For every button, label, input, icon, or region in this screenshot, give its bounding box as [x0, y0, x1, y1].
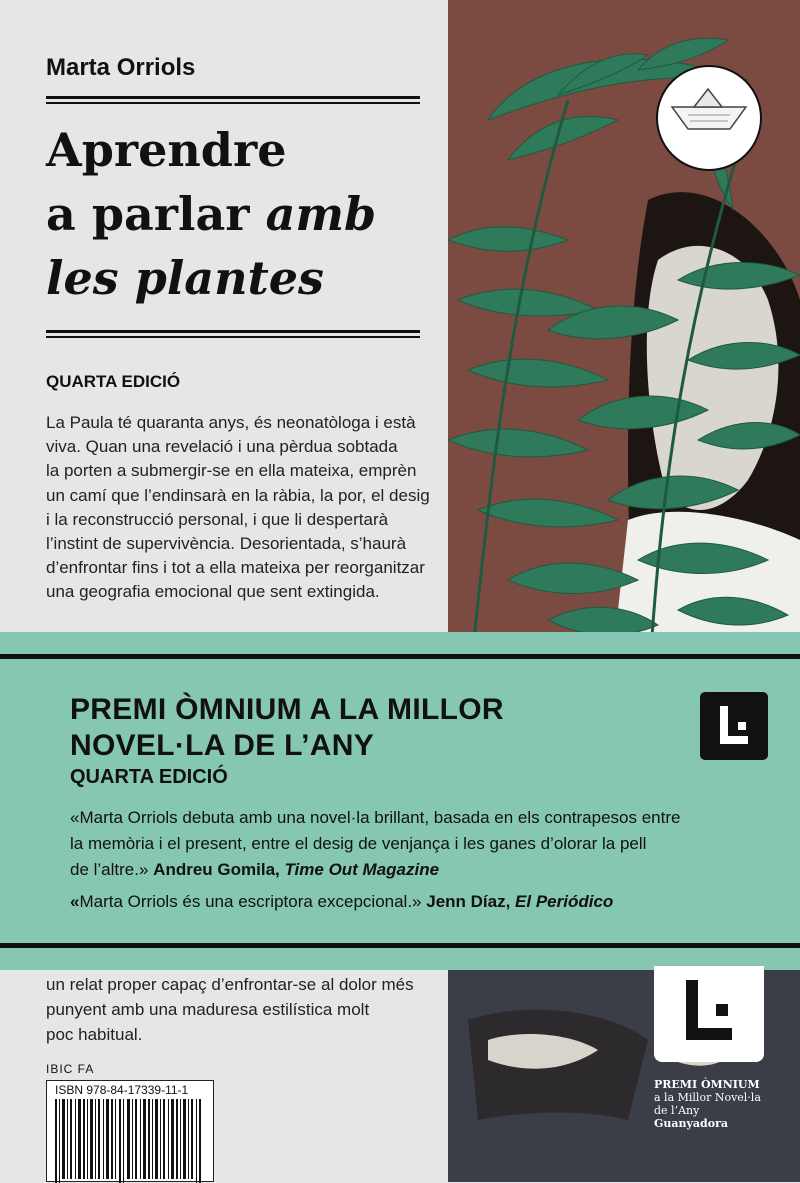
prize-badge-text — [654, 1078, 761, 1130]
title-line-3-italic: les plantes — [46, 251, 324, 305]
double-rule-top — [46, 96, 420, 104]
title-line-2-plain: a parlar — [46, 187, 266, 241]
band-rule-top — [0, 654, 800, 659]
title-line-2-italic: amb — [265, 187, 377, 241]
quote-line: la memòria i el present, entre el desig de venjança i les ganes d’olorar la pell — [70, 834, 647, 853]
paper-boat-icon — [658, 67, 760, 169]
publisher-seal-icon — [656, 65, 762, 171]
isbn-barcode-box — [46, 1080, 214, 1182]
prize-badge-line: a la Millor Novel·la — [654, 1091, 761, 1104]
synopsis-line: l’instint de supervivència. Desorientada, s’haurà — [46, 534, 407, 554]
prize-badge-line: de l’Any — [654, 1104, 700, 1117]
quote-author: Andreu Gomila, — [153, 860, 285, 879]
edition-label: QUARTA EDICIÓ — [46, 372, 181, 391]
l-dot-icon — [700, 692, 768, 760]
book-title — [46, 118, 446, 310]
band-rule-bottom — [0, 943, 800, 948]
l-dot-icon — [654, 966, 764, 1062]
quote-line-text: Marta Orriols és una escriptora excepcional.» — [79, 892, 427, 911]
double-rule-bottom — [46, 330, 420, 338]
review-quote-2 — [70, 889, 730, 915]
synopsis-line: La Paula té quaranta anys, és neonatòloga i està — [46, 413, 416, 432]
synopsis-line: la porten a submergir-se en ella mateixa, emprèn — [46, 461, 417, 481]
quote-line — [70, 889, 730, 915]
synopsis-continuation — [46, 972, 414, 1047]
synopsis-line: un camí que l’endinsarà en la ràbia, la por, el desig — [46, 485, 430, 505]
prize-badge-line: PREMI ÒMNIUM — [654, 1078, 760, 1091]
prize-badge-logo-icon — [654, 966, 764, 1062]
synopsis-line: i la reconstrucció personal, i que li despertarà — [46, 509, 389, 529]
award-title — [70, 692, 504, 764]
synopsis-line: d’enfrontar fins i tot a ella mateixa per reorganitzar — [46, 558, 425, 578]
synopsis — [46, 411, 430, 605]
quote-open-mark: « — [70, 892, 80, 911]
barcode-icon — [47, 1099, 213, 1183]
author-name: Marta Orriols — [46, 54, 196, 81]
continuation-line: punyent amb una maduresa estilística molt — [46, 1000, 370, 1019]
award-band — [0, 632, 800, 970]
award-title-line-1: PREMI ÒMNIUM A LA MILLOR — [70, 693, 504, 726]
quote-line — [70, 857, 730, 883]
title-line-2 — [46, 182, 446, 246]
isbn-number: ISBN 978-84-17339-11-1 — [55, 1083, 189, 1097]
synopsis-line: una geografia emocional que sent extingida. — [46, 582, 380, 602]
synopsis-line: viva. Quan una revelació i una pèrdua sobtada — [46, 437, 398, 457]
prize-badge-line: Guanyadora — [654, 1117, 728, 1130]
quote-source: El Periódico — [515, 892, 614, 911]
continuation-line: un relat proper capaç d’enfrontar-se al dolor més — [46, 975, 414, 994]
title-line-3 — [46, 246, 446, 310]
review-quote-1 — [70, 805, 730, 883]
continuation-line: poc habitual. — [46, 1025, 143, 1044]
quote-source: Time Out Magazine — [284, 860, 440, 879]
prize-logo-icon — [700, 692, 768, 760]
title-line-1: Aprendre — [46, 123, 287, 177]
award-edition: QUARTA EDICIÓ — [70, 766, 228, 788]
award-title-line-2: NOVEL·LA DE L’ANY — [70, 729, 375, 762]
ibic-code: IBIC FA — [46, 1062, 95, 1076]
quote-line-text: de l’altre.» — [70, 860, 154, 879]
quote-line: «Marta Orriols debuta amb una novel·la brillant, basada en els contrapesos entre — [70, 808, 681, 827]
quote-author: Jenn Díaz, — [426, 892, 516, 911]
